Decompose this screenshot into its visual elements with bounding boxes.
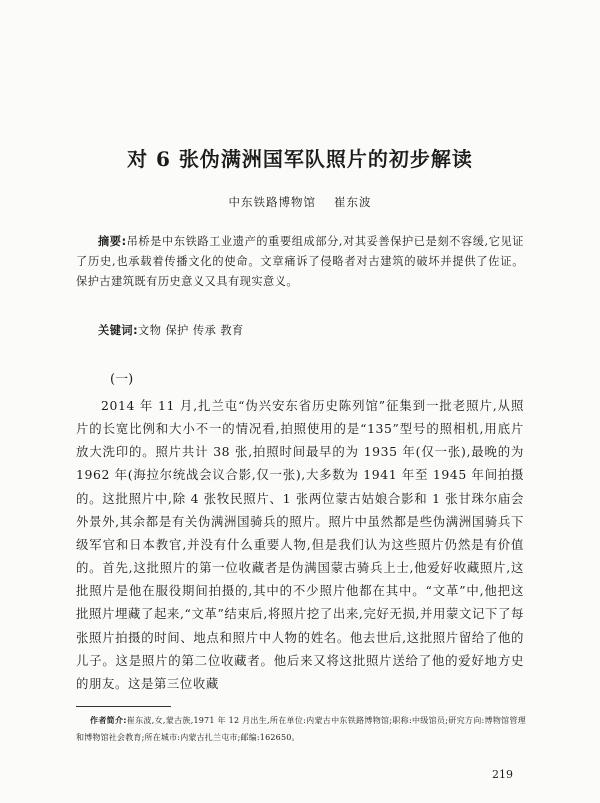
- author-line: [0, 194, 600, 210]
- keywords-text: 文物 保护 传承 教育: [138, 324, 244, 337]
- body-paragraph: 2014 年 11 月,扎兰屯“伪兴安东省历史陈列馆”征集到一批老照片,从照片的长宽比例和大小不一的情况看,拍照使用的是“135”型号的照相机,用底片放大洗印的。照片共计 38 张,拍照时间最早的为 1935 年(仅一张),最晚的为 1962 年(海拉尔统战会议合影,仅一张),大多数为 1941 年至 1945 年间拍摄的。这批照片中,除 4 张牧民照片、1 张两位蒙古姑娘合影和 1 张甘珠尔庙会外景外,其余都是有关伪满洲国骑兵的照片。照片中虽然都是些伪满洲国骑兵下级军官和日本教官,并没有什么重要人物,但是我们认为这些照片仍然是有价值的。首先,这批照片的第一位收藏者是伪满国蒙古骑兵上士,他爱好收藏照片,这批照片是他在服役期间拍摄的,其中的不少照片他都在其中。“文革”中,他把这批照片埋藏了起来,“文革”结束后,将照片挖了出来,完好无损,并用蒙文记下了每张照片拍摄的时间、地点和照片中人物的姓名。他去世后,这批照片留给了他的儿子。这是照片的第二位收藏者。他后来又将这批照片送给了他的爱好地方史的朋友。这是第三位收藏: [76, 398, 524, 691]
- abstract: [76, 232, 524, 291]
- page-title: 对 6 张伪满洲国军队照片的初步解读: [127, 147, 473, 171]
- footnote: [76, 712, 526, 746]
- author-affiliation: 中东铁路博物馆: [228, 195, 316, 209]
- footnote-label: 作者简介:: [90, 716, 127, 725]
- section-heading: (一): [110, 372, 134, 387]
- keywords: [76, 322, 524, 338]
- footnote-divider: [76, 706, 171, 707]
- keywords-label: 关键词:: [98, 324, 139, 337]
- abstract-label: 摘要:: [98, 235, 127, 248]
- footnote-text: 崔东波,女,蒙古族,1971 年 12 月出生,所在单位:内蒙古中东铁路博物馆;职称:中级馆员;研究方向:博物馆管理和博物馆社会教育;所在城市:内蒙古扎兰屯市;邮编:162650。: [76, 716, 526, 742]
- abstract-text: 吊桥是中东铁路工业遗产的重要组成部分,对其妥善保护已是刻不容缓,它见证了历史,也承载着传播文化的使命。文章痛诉了侵略者对古建筑的破坏并提供了佐证。保护古建筑既有历史意义又具有现实意义。: [76, 235, 524, 288]
- page-number: 219: [492, 768, 513, 781]
- author-name: 崔东波: [334, 195, 372, 209]
